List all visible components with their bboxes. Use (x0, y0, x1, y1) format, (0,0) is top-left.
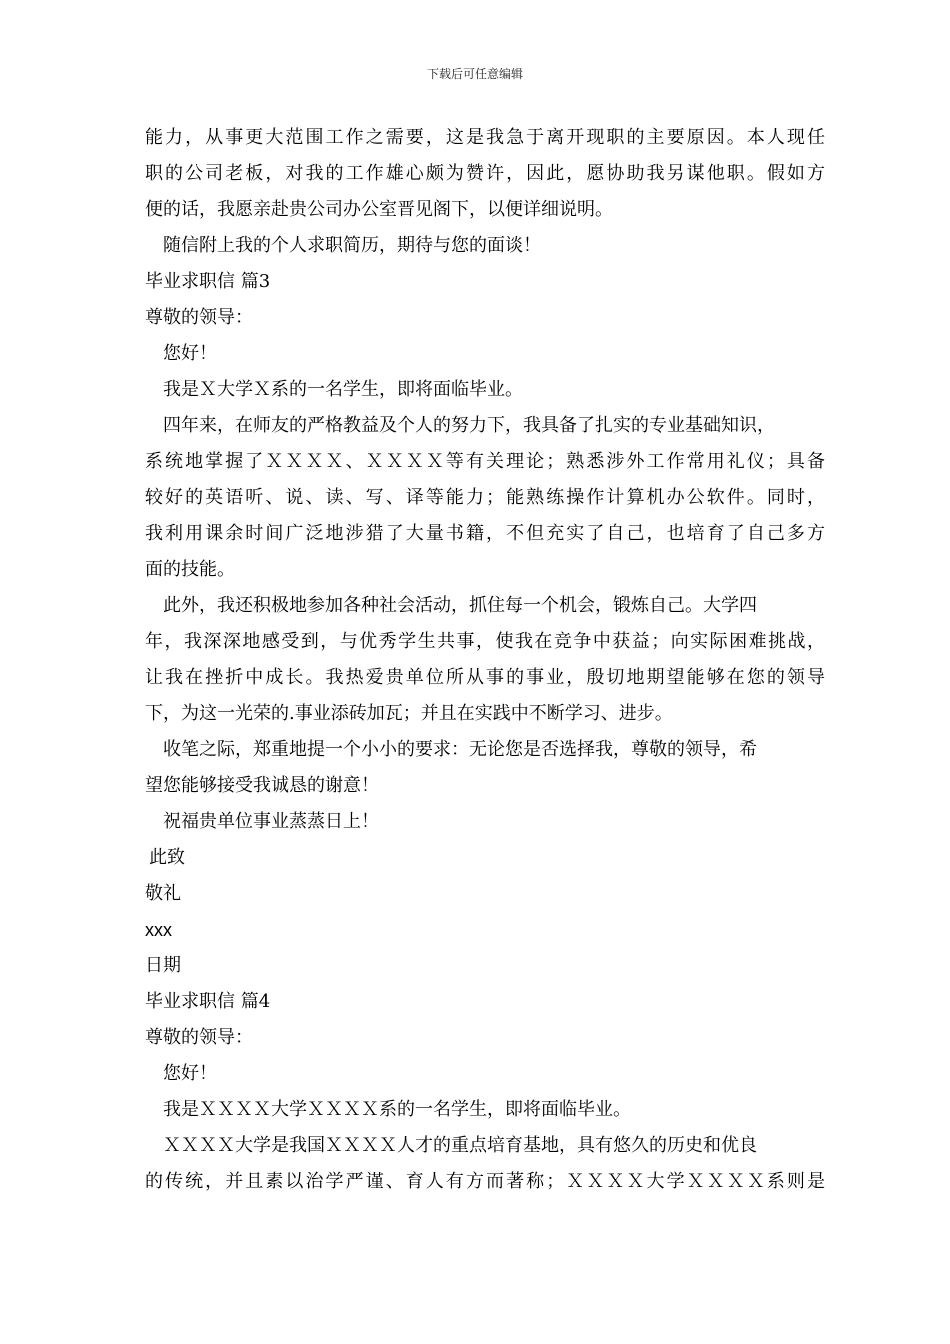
text-line: 毕业求职信 篇4 (145, 991, 271, 1012)
text-line: 祝福贵单位事业蒸蒸日上！ (163, 811, 379, 832)
text-line: 四年来，在师友的严格教益及个人的努力下，我具备了扎实的专业基础知识， (163, 415, 775, 436)
document-body (145, 120, 825, 1200)
text-line: 此致 (149, 847, 185, 868)
text-line: ＸＸＸＸ大学是我国ＸＸＸＸ人才的重点培育基地，具有悠久的历史和优良 (163, 1135, 757, 1156)
text-line: 较好的英语听、说、读、写、译等能力；能熟练操作计算机办公软件。同时， (145, 487, 825, 508)
page-header-note: 下载后可任意编辑 (426, 67, 523, 81)
text-line: 年，我深深地感受到，与优秀学生共事，使我在竞争中获益；向实际困难挑战， (145, 631, 825, 652)
text-line: 下，为这一光荣的.事业添砖加瓦；并且在实践中不断学习、进步。 (145, 703, 673, 724)
text-line: 随信附上我的个人求职简历，期待与您的面谈！ (163, 235, 541, 256)
text-line: 职的公司老板，对我的工作雄心颇为赞许，因此，愿协助我另谋他职。假如方 (145, 163, 825, 184)
text-line: 的传统，并且素以治学严谨、育人有方而著称；ＸＸＸＸ大学ＸＸＸＸ系则是 (145, 1171, 825, 1192)
text-line: 收笔之际，郑重地提一个小小的要求：无论您是否选择我，尊敬的领导，希 (163, 739, 757, 760)
text-line: 尊敬的领导： (145, 1027, 253, 1048)
text-line: 您好！ (163, 343, 217, 364)
text-line: 尊敬的领导： (145, 307, 253, 328)
text-line: xxx (145, 920, 172, 940)
text-line: 敬礼 (145, 883, 181, 904)
text-line: 让我在挫折中成长。我热爱贵单位所从事的事业，殷切地期望能够在您的领导 (145, 667, 825, 688)
text-line: 我利用课余时间广泛地涉猎了大量书籍，不但充实了自己，也培育了自己多方 (145, 523, 825, 544)
text-line: 能力，从事更大范围工作之需要，这是我急于离开现职的主要原因。本人现任 (145, 127, 825, 148)
text-line: 望您能够接受我诚恳的谢意！ (145, 775, 379, 796)
text-line: 我是Ｘ大学Ｘ系的一名学生，即将面临毕业。 (163, 379, 523, 400)
text-line: 便的话，我愿亲赴贵公司办公室晋见阁下，以便详细说明。 (145, 199, 613, 220)
text-line: 您好！ (163, 1063, 217, 1084)
text-line: 日期 (145, 955, 181, 976)
text-line: 系统地掌握了ＸＸＸＸ、ＸＸＸＸ等有关理论；熟悉涉外工作常用礼仪；具备 (145, 451, 825, 472)
text-line: 我是ＸＸＸＸ大学ＸＸＸＸ系的一名学生，即将面临毕业。 (163, 1099, 631, 1120)
text-line: 毕业求职信 篇3 (145, 271, 271, 292)
text-line: 面的技能。 (145, 559, 235, 580)
text-line: 此外，我还积极地参加各种社会活动，抓住每一个机会，锻炼自己。大学四 (163, 595, 757, 616)
